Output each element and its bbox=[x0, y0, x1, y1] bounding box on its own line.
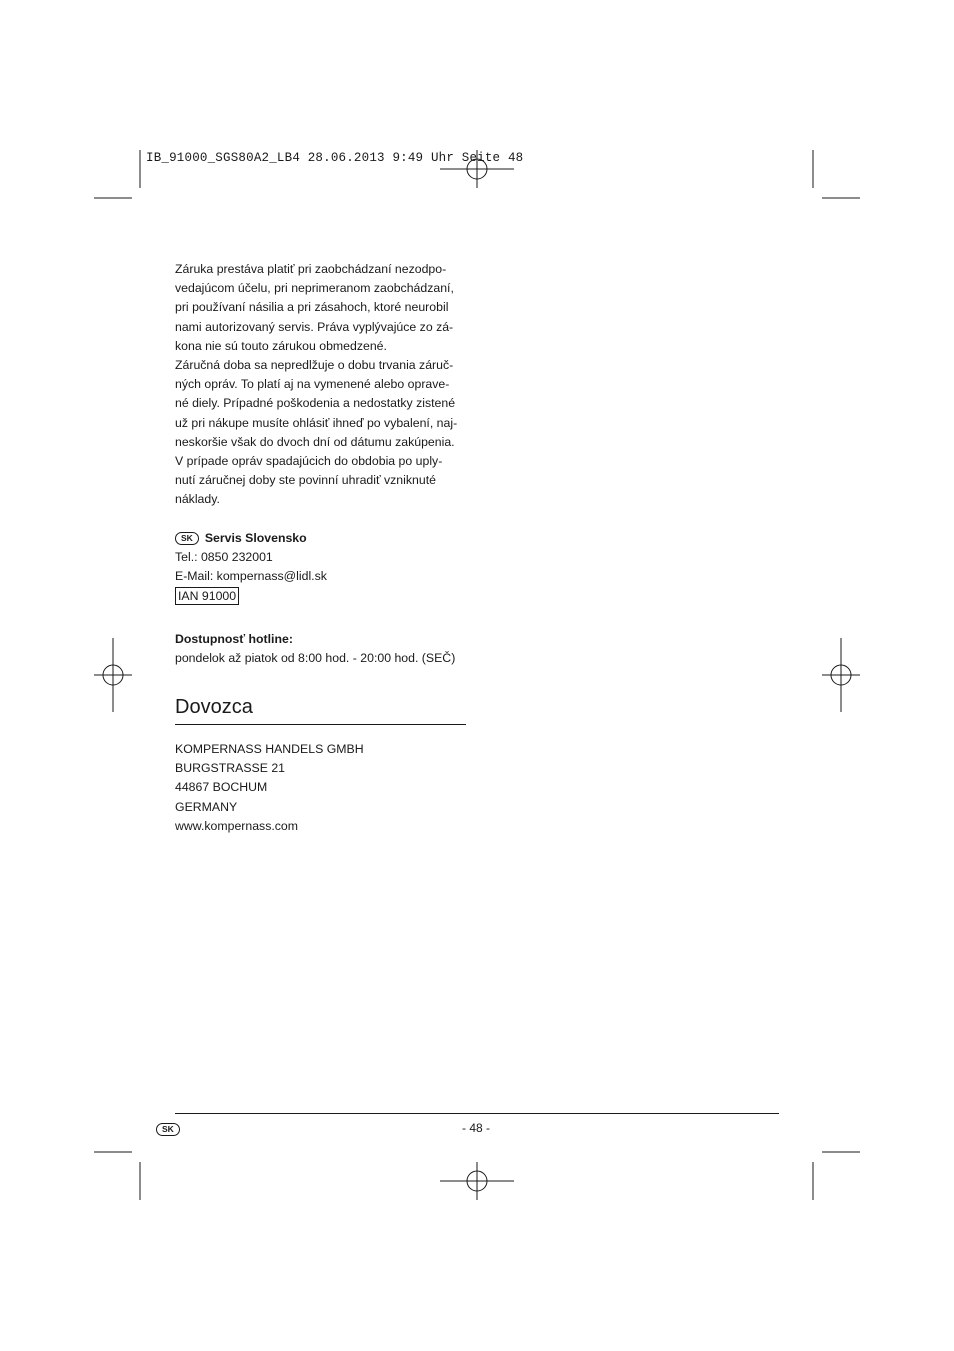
service-email: E-Mail: kompernass@lidl.sk bbox=[175, 569, 327, 584]
address-line: www.kompernass.com bbox=[175, 818, 299, 833]
service-tel: Tel.: 0850 232001 bbox=[175, 550, 273, 565]
hotline-hours: pondelok až piatok od 8:00 hod. - 20:00 hod. (SEČ) bbox=[175, 651, 456, 666]
heading-rule bbox=[175, 724, 466, 725]
hotline-title: Dostupnosť hotline: bbox=[175, 632, 293, 646]
footer-country-badge: SK bbox=[156, 1121, 186, 1139]
warranty-line: Záručná doba sa nepredlžuje o dobu trvania záruč- bbox=[175, 358, 454, 373]
warranty-line: né diely. Prípadné poškodenia a nedostatky zistené bbox=[175, 396, 456, 411]
warranty-line: pri používaní násilia a pri zásahoch, ktoré neurobil bbox=[175, 300, 449, 315]
page-number: - 48 - bbox=[462, 1121, 491, 1135]
warranty-line: neskoršie však do dvoch dní od dátumu zakúpenia. bbox=[175, 434, 455, 449]
service-title: Servis Slovensko bbox=[204, 531, 307, 545]
country-badge: SK bbox=[175, 532, 199, 545]
warranty-line: vedajúcom účelu, pri neprimeranom zaobchádzaní, bbox=[175, 281, 454, 296]
address-line: BURGSTRASSE 21 bbox=[175, 761, 286, 776]
address-line: 44867 BOCHUM bbox=[175, 780, 268, 795]
warranty-line: nami autorizovaný servis. Práva vyplývajúce zo zá- bbox=[175, 319, 454, 334]
ian-box: IAN 91000 bbox=[175, 587, 239, 605]
footer-rule bbox=[175, 1113, 779, 1114]
service-block bbox=[175, 529, 475, 606]
address-line: KOMPERNASS HANDELS GMBH bbox=[175, 742, 364, 756]
warranty-paragraph bbox=[175, 260, 475, 510]
address-line: GERMANY bbox=[175, 799, 238, 814]
warranty-line: kona nie sú touto zárukou obmedzené. bbox=[175, 338, 387, 353]
warranty-line: V prípade opráv spadajúcich do obdobia po uply- bbox=[175, 454, 443, 469]
warranty-line: Záruka prestáva platiť pri zaobchádzaní nezodpo- bbox=[175, 262, 447, 276]
warranty-line: už pri nákupe musíte ohlásiť ihneď po vybalení, naj- bbox=[175, 415, 458, 430]
importer-address bbox=[175, 740, 475, 836]
print-header: IB_91000_SGS80A2_LB4 28.06.2013 9:49 Uhr Seite 48 bbox=[146, 151, 524, 165]
warranty-line: nutí záručnej doby ste povinní uhradiť vzniknuté bbox=[175, 473, 436, 488]
importer-heading: Dovozca bbox=[175, 696, 253, 718]
warranty-line: náklady. bbox=[175, 492, 220, 507]
warranty-line: ných opráv. To platí aj na vymenené alebo oprave- bbox=[175, 377, 450, 392]
hotline-block bbox=[175, 630, 475, 668]
